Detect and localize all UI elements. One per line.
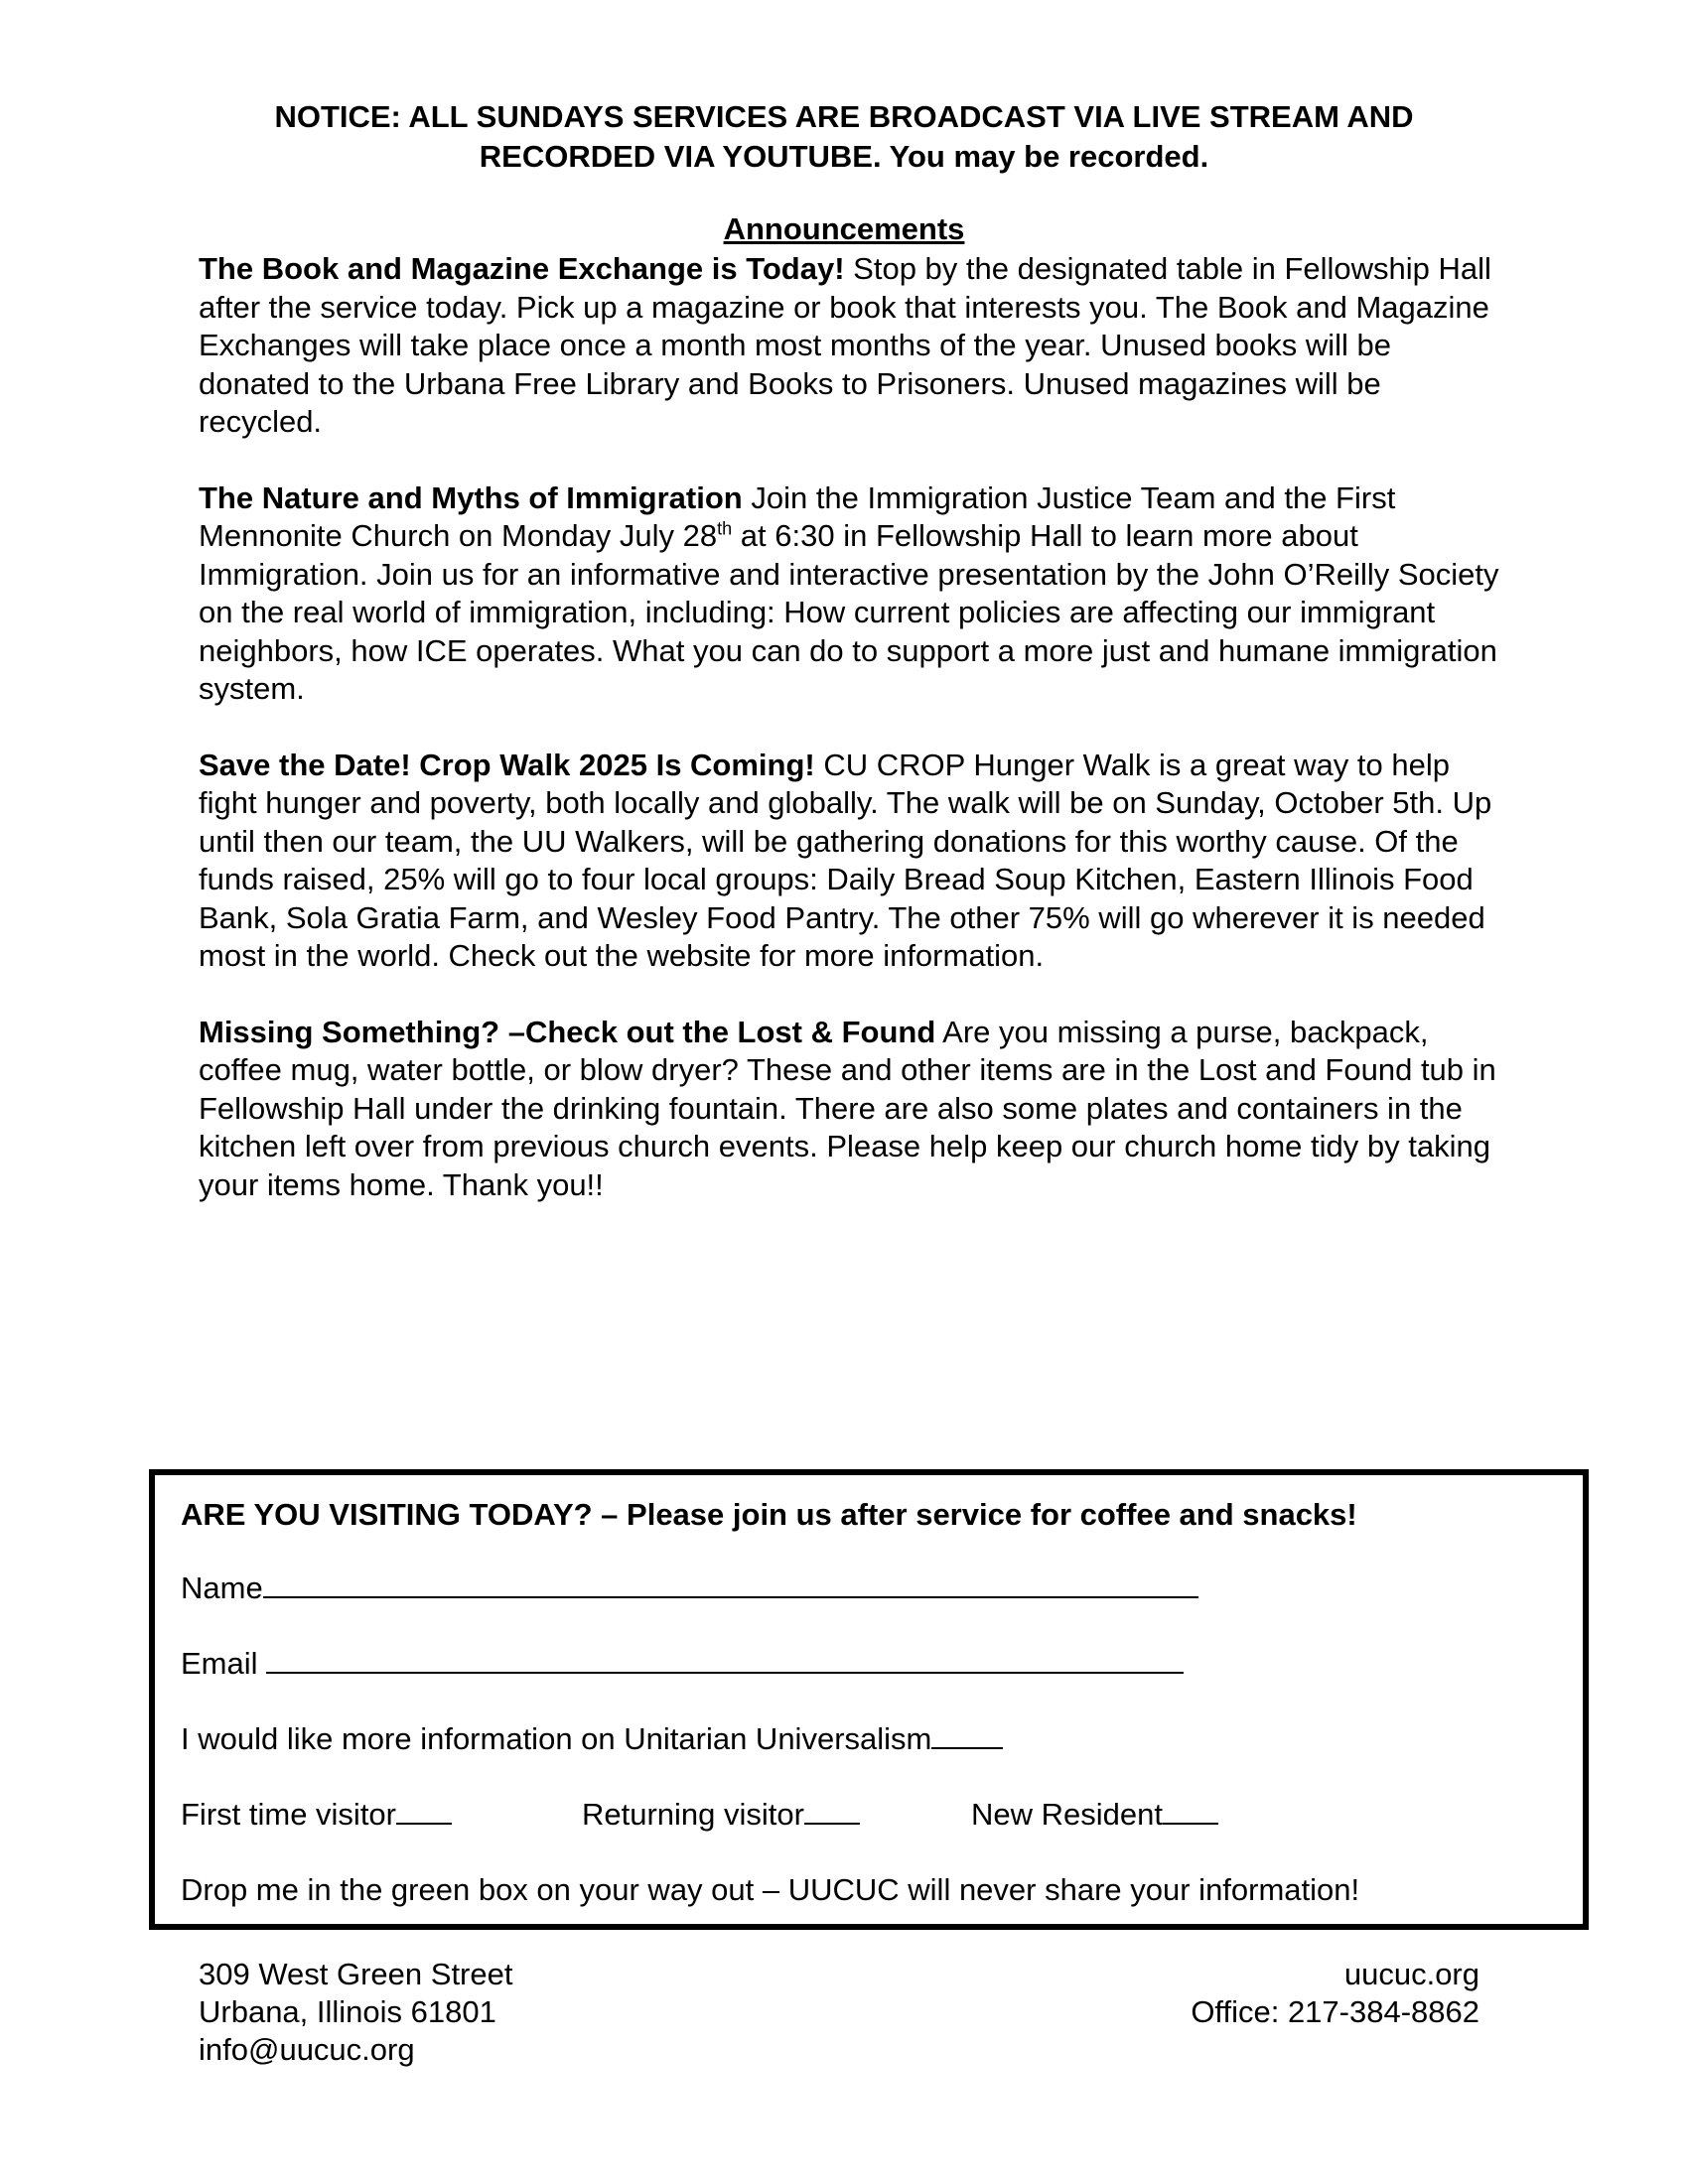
announcement-body: Stop by the designated table in Fellowship Hall after the service today. Pick up a magazine or book that interests you. The Book and Magazine Exchanges will take place once a month most months of the year. Unused books will be donated to the Urbana Free Library and Books to Prisoners. Unused magazines will be recycled. <box>199 251 1491 439</box>
announcement-body-cont: at 6:30 in Fellowship Hall to learn more about Immigration. Join us for an informative and interactive presentation by the John O’Reilly Society on the real world of immigration, including: How current policies are affecting our immigrant neighbors, how ICE operates. What you can do to support a more just and humane immigration system. <box>199 518 1499 706</box>
announcement-book-exchange <box>199 250 1499 442</box>
announcement-body: Are you missing a purse, backpack, coffee mug, water bottle, or blow dryer? These and other items are in the Lost and Found tub in Fellowship Hall under the drinking fountain. There are also some plates and containers in the kitchen left over from previous church events. Please help keep our church home tidy by taking your items home. Thank you!! <box>199 1014 1496 1202</box>
contact-email: info@uucuc.org <box>199 2032 415 2067</box>
new-resident-label: New Resident <box>971 1797 1163 1832</box>
name-label: Name <box>181 1570 263 1605</box>
announcement-body: CU CROP Hunger Walk is a great way to help fight hunger and poverty, both locally and globally. The walk will be on Sunday, October 5th. Up until then our team, the UU Walkers, will be gathering donations for this worthy cause. Of the funds raised, 25% will go to four local groups: Daily Bread Soup Kitchen, Eastern Illinois Food Bank, Sola Gratia Farm, and Wesley Food Pantry. The other 75% will go wherever it is needed most in the world. Check out the website for more information. <box>199 747 1492 973</box>
returning-visitor-checkbox[interactable] <box>804 1797 860 1825</box>
address-city: Urbana, Illinois 61801 <box>199 1994 496 2029</box>
footer-contact <box>1191 1956 1479 2031</box>
announcement-immigration <box>199 479 1499 709</box>
website: uucuc.org <box>1343 1957 1479 1991</box>
more-info-checkbox[interactable] <box>931 1721 1003 1749</box>
new-resident-option <box>971 1797 1218 1833</box>
returning-visitor-option <box>582 1797 860 1833</box>
more-info-label: I would like more information on Unitarian Universalism <box>181 1721 932 1756</box>
announcement-crop-walk <box>199 747 1499 976</box>
ordinal-suffix: th <box>717 518 733 539</box>
visitor-card-heading: ARE YOU VISITING TODAY? – Please join us after service for coffee and snacks! <box>181 1497 1357 1532</box>
announcements-list <box>199 250 1499 1242</box>
broadcast-notice <box>159 97 1529 177</box>
drop-box-note: Drop me in the green box on your way out – UUCUC will never share your information! <box>181 1872 1360 1907</box>
first-time-visitor-checkbox[interactable] <box>396 1797 452 1825</box>
footer-address <box>199 1956 512 2069</box>
email-row <box>181 1646 1184 1682</box>
notice-line-2: RECORDED VIA YOUTUBE. You may be recorded. <box>479 139 1209 174</box>
visitor-card <box>149 1469 1589 1930</box>
first-time-visitor-option <box>181 1797 452 1833</box>
email-label: Email <box>181 1646 258 1681</box>
announcements-heading: Announcements <box>723 211 965 246</box>
first-time-visitor-label: First time visitor <box>181 1797 396 1832</box>
announcement-lost-found <box>199 1014 1499 1205</box>
announcement-title: Save the Date! Crop Walk 2025 Is Coming! <box>199 747 815 782</box>
address-street: 309 West Green Street <box>199 1957 513 1991</box>
name-row <box>181 1570 1198 1606</box>
new-resident-checkbox[interactable] <box>1163 1797 1218 1825</box>
announcement-title: Missing Something? –Check out the Lost & Found <box>199 1014 936 1049</box>
office-phone: Office: 217-384-8862 <box>1191 1994 1479 2029</box>
notice-line-1: NOTICE: ALL SUNDAYS SERVICES ARE BROADCAST VIA LIVE STREAM AND <box>274 99 1414 134</box>
announcement-title: The Book and Magazine Exchange is Today! <box>199 251 845 286</box>
more-info-row <box>181 1721 1003 1757</box>
returning-visitor-label: Returning visitor <box>582 1797 804 1832</box>
email-field[interactable] <box>266 1646 1184 1674</box>
announcement-body: Join the Immigration Justice Team and the First Mennonite Church on Monday July 28 <box>199 479 1396 553</box>
name-field[interactable] <box>263 1570 1198 1598</box>
announcement-title: The Nature and Myths of Immigration <box>199 479 743 515</box>
